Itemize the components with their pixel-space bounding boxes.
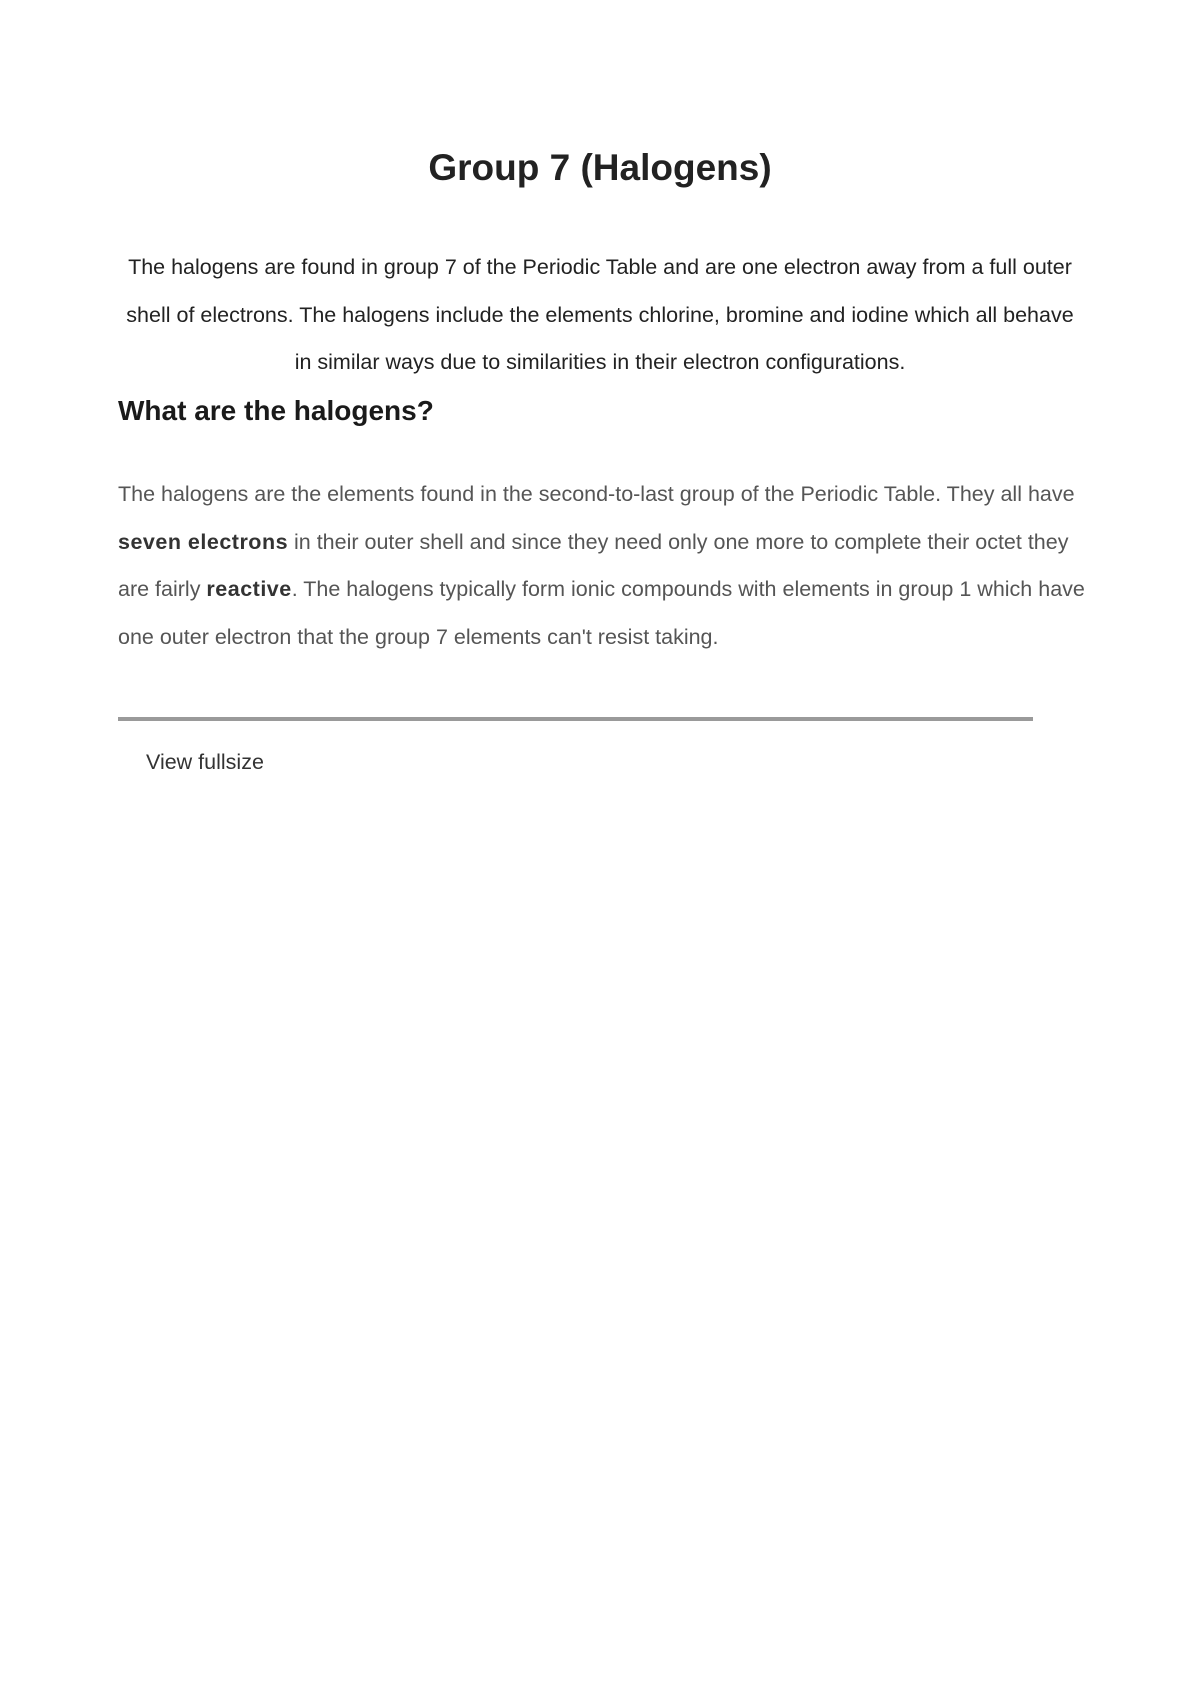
page-title: Group 7 (Halogens) [428, 147, 772, 188]
paragraph-text: in their outer shell and since they need only one more to complete their octet they are fairly [118, 529, 1069, 601]
paragraph-text: The halogens are the elements found in the second-to-last group of the Periodic Table. They all have [118, 482, 1075, 506]
section-paragraph [118, 471, 1088, 661]
view-fullsize-link[interactable]: View fullsize [146, 750, 264, 774]
bold-term-seven-electrons: seven electrons [118, 529, 289, 554]
image-placeholder-divider [118, 717, 1033, 721]
bold-term-reactive: reactive [206, 577, 292, 601]
paragraph-text: . The halogens typically form ionic compounds with elements in group 1 which have one outer electron that the group 7 elements can't resist taking. [118, 577, 1085, 649]
section-heading: What are the halogens? [118, 395, 434, 426]
intro-paragraph: The halogens are found in group 7 of the Periodic Table and are one electron away from a full outer shell of electrons. The halogens include the elements chlorine, bromine and iodine which all behave in similar ways due to similarities in their electron configurations. [126, 255, 1074, 374]
